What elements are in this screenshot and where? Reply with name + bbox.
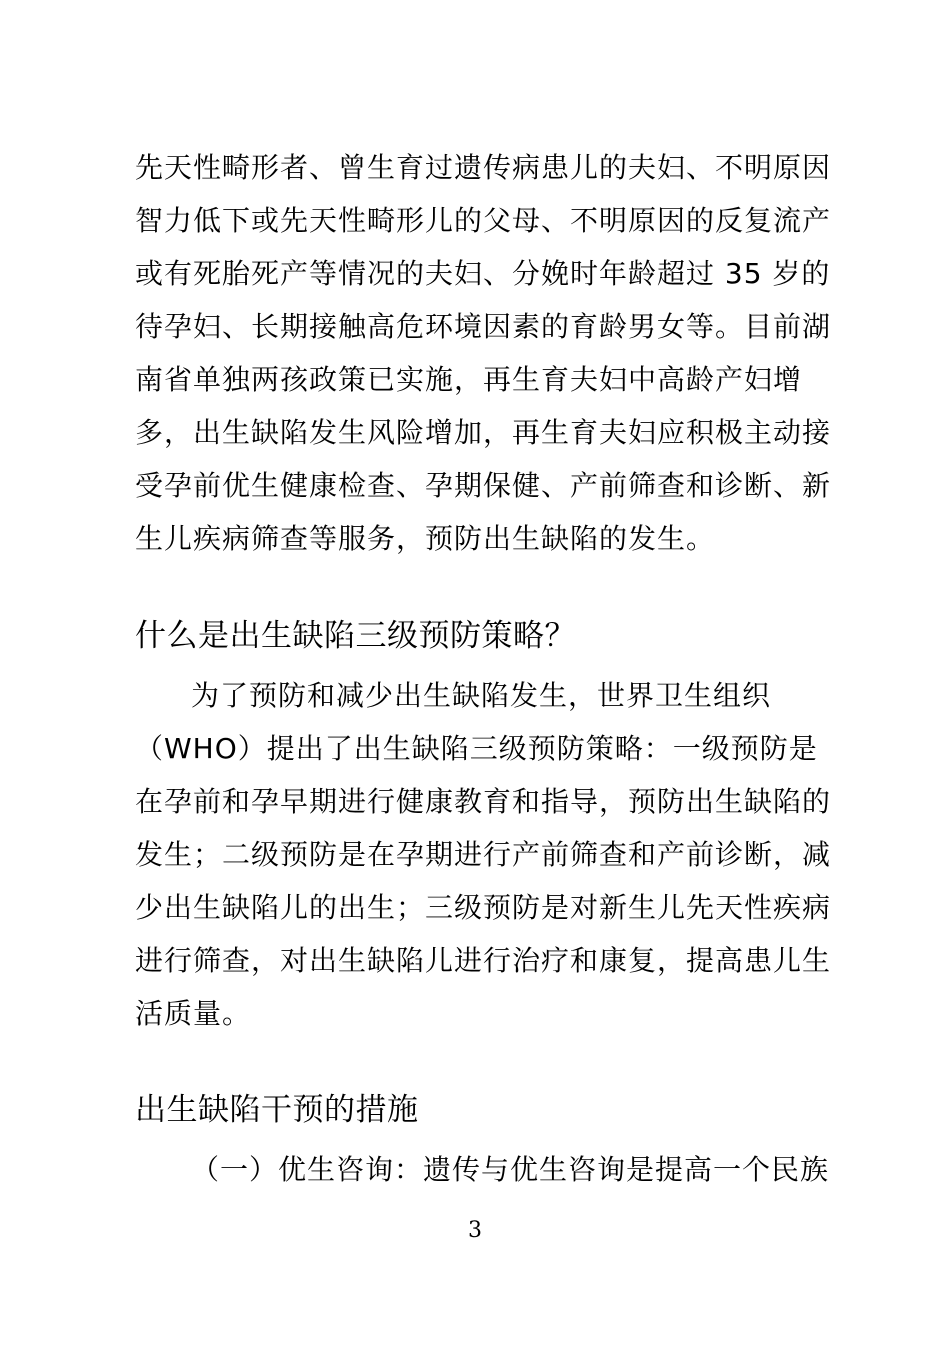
section-1-line-4: 发生；二级预防是在孕期进行产前筛查和产前诊断，减: [135, 838, 832, 871]
section-1-line-2: （WHO）提出了出生缺陷三级预防策略：一级预防是: [135, 732, 818, 765]
section-1-line-3: 在孕前和孕早期进行健康教育和指导，预防出生缺陷的: [135, 785, 832, 818]
section-1-line-6: 进行筛查，对出生缺陷儿进行治疗和康复，提高患儿生: [135, 944, 832, 977]
paragraph-1-line-7: 受孕前优生健康检查、孕期保健、产前筛查和诊断、新: [135, 469, 832, 502]
paragraph-1-line-8: 生儿疾病筛查等服务，预防出生缺陷的发生。: [135, 522, 716, 555]
section-1-line-7: 活质量。: [135, 997, 252, 1030]
paragraph-1-line-4: 待孕妇、长期接触高危环境因素的育龄男女等。目前湖: [135, 310, 832, 343]
section-2-heading: 出生缺陷干预的措施: [135, 1092, 419, 1128]
section-1-line-1: 为了预防和减少出生缺陷发生，世界卫生组织: [191, 679, 772, 712]
paragraph-1-line-2: 智力低下或先天性畸形儿的父母、不明原因的反复流产: [135, 204, 832, 237]
section-1-line-5: 少出生缺陷儿的出生；三级预防是对新生儿先天性疾病: [135, 891, 832, 924]
paragraph-1-line-6: 多，出生缺陷发生风险增加，再生育夫妇应积极主动接: [135, 416, 832, 449]
section-1-heading: 什么是出生缺陷三级预防策略？: [135, 618, 576, 654]
paragraph-1-line-5: 南省单独两孩政策已实施，再生育夫妇中高龄产妇增: [135, 363, 803, 396]
paragraph-1-line-3: 或有死胎死产等情况的夫妇、分娩时年龄超过 35 岁的: [135, 257, 831, 290]
section-2-line-1: （一）优生咨询：遗传与优生咨询是提高一个民族: [191, 1153, 830, 1186]
page-number: 3: [468, 1218, 482, 1243]
paragraph-1-line-1: 先天性畸形者、曾生育过遗传病患儿的夫妇、不明原因: [135, 151, 832, 184]
